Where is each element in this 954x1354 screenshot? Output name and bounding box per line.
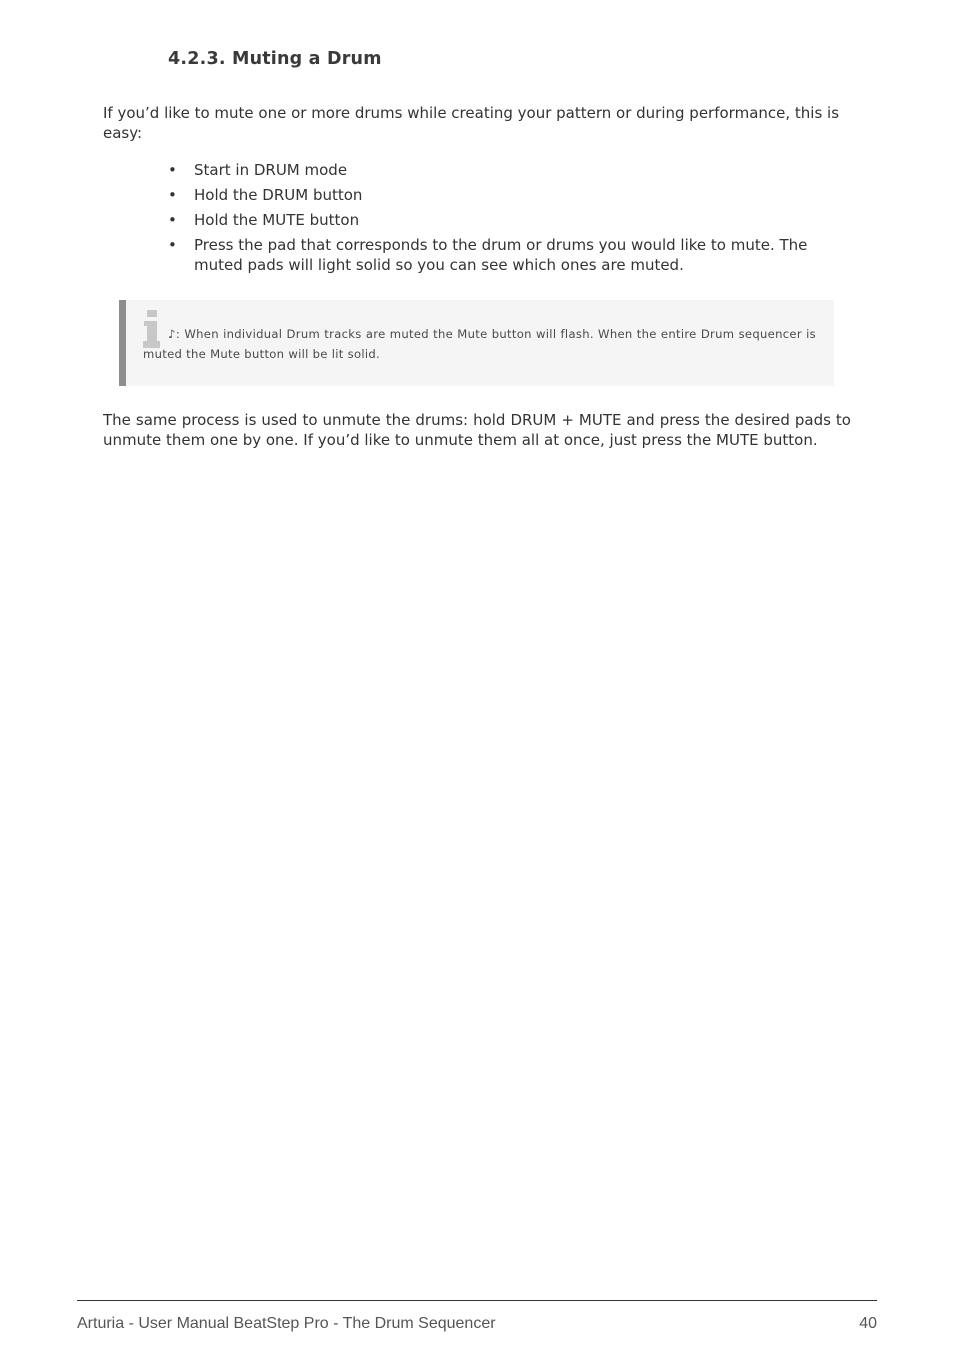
footer-divider [77,1300,877,1301]
list-item-text: Hold the DRUM button [194,186,363,204]
list-item-text: Start in DRUM mode [194,161,348,179]
list-item [168,210,851,230]
bullet: • [168,211,177,229]
footer-title: Arturia - User Manual BeatStep Pro - The Drum Sequencer [77,1315,496,1332]
list-item [168,185,851,205]
list-item-text: Press the pad that corresponds to the drum or drums you would like to mute. The muted pads will light solid so you can see which ones are muted. [194,236,808,274]
bullet: • [168,161,177,179]
intro-paragraph: If you’d like to mute one or more drums while creating your pattern or during performance, this is easy: [103,104,840,142]
page-number: 40 [859,1315,877,1332]
note-text: ♪: When individual Drum tracks are muted the Mute button will flash. When the entire Drum sequencer is muted the Mute button will be lit solid. [143,327,816,361]
list-item [168,235,851,275]
steps-list [168,160,851,280]
outro-paragraph: The same process is used to unmute the drums: hold DRUM + MUTE and press the desired pads to unmute them one by one. If you’d like to unmute them all at once, just press the MUTE button. [103,411,851,449]
note-callout [119,300,834,386]
bullet: • [168,186,177,204]
list-item [168,160,851,180]
section-heading: 4.2.3. Muting a Drum [168,49,382,69]
list-item-text: Hold the MUTE button [194,211,360,229]
bullet: • [168,236,177,254]
